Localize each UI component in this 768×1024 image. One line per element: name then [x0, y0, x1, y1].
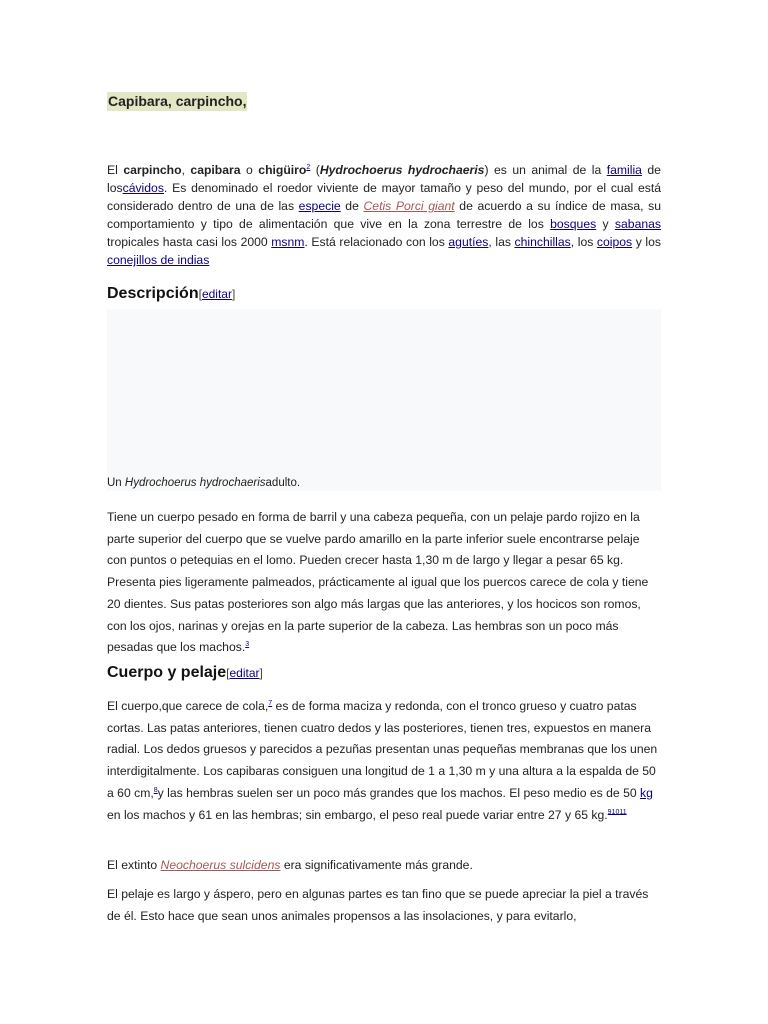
- edit-section: [226, 666, 263, 680]
- link-coipos[interactable]: coipos: [596, 235, 633, 249]
- ref-9-10-11[interactable]: [608, 808, 627, 815]
- text: en los machos y 61 en las hembras; sin embargo, el peso real puede variar entre 27 y 65 kg.: [107, 807, 608, 822]
- link-especie[interactable]: especie: [298, 199, 341, 213]
- scientific-name: Hydrochoerus hydrochaeris: [319, 163, 485, 177]
- text: . Está relacionado con los: [304, 235, 449, 249]
- section-heading-cuerpo-y-pelaje: [107, 664, 263, 682]
- text: . Es denominado el roedor viviente de mayor tamaño y peso del mundo, por el cual está considerado dentro de una de las: [107, 181, 661, 213]
- ref-3[interactable]: [245, 641, 249, 648]
- text: adulto.: [265, 477, 301, 489]
- text: , las: [488, 235, 515, 249]
- link-cavidos[interactable]: cávidos: [122, 181, 164, 195]
- text: ) es un animal de la: [484, 163, 607, 177]
- link-familia[interactable]: familia: [606, 163, 642, 177]
- text: Tiene un cuerpo pesado en forma de barril y una cabeza pequeña, con un pelaje pardo rojizo en la parte superior del cuerpo que se vuelve pardo amarillo en la parte inferior suele encontrarse pelaje con puntos o petequias en el lomo. Pueden crecer hasta 1,30 m de largo y llegar a pesar 65 kg. Presenta pies ligeramente palmeados, prácticamente al igual que los puercos carece de cola y tiene 20 dientes. Sus patas posteriores son algo más largas que las anteriores, y los hocicos son romos, con los ojos, narinas y orejas en la parte superior de la cabeza. Las hembras son un poco más pesadas que los machos.: [107, 510, 649, 655]
- intro-paragraph: [107, 161, 661, 269]
- bracket: [: [226, 666, 230, 680]
- ref-link-2[interactable]: 2: [306, 163, 311, 171]
- link-agutis[interactable]: agutíes: [448, 235, 489, 249]
- link-kg[interactable]: kg: [640, 785, 653, 800]
- text: El extinto: [107, 858, 161, 872]
- text: ,: [181, 163, 191, 177]
- text: El pelaje es largo y áspero, pero en algunas partes es tan fino que se puede apreciar la piel a través de él. Esto hace que sean unos animales propensos a las insolaciones, y para evitarlo,: [107, 887, 649, 923]
- ref-link-8[interactable]: 8: [153, 786, 158, 794]
- image-figure: [107, 309, 661, 491]
- link-cetis-porci-giant[interactable]: Cetis Porci giant: [363, 199, 455, 213]
- link-sabanas[interactable]: sabanas: [614, 217, 661, 231]
- text: y las hembras suelen ser un poco más grandes que los machos. El peso medio es de 50: [157, 785, 641, 800]
- term-chiguiro: chigüiro: [258, 163, 307, 177]
- edit-section: [199, 287, 236, 301]
- edit-link-descripcion[interactable]: editar: [201, 287, 232, 301]
- heading-text: Descripción: [107, 285, 199, 302]
- link-chinchillas[interactable]: chinchillas: [514, 235, 571, 249]
- link-conejillos-de-indias[interactable]: conejillos de indias: [107, 253, 210, 267]
- paragraph-cuerpo-3: [107, 884, 661, 927]
- text: El cuerpo,que carece de cola,: [107, 699, 269, 713]
- text: y los: [632, 235, 661, 249]
- heading-text: Cuerpo y pelaje: [107, 664, 227, 681]
- text: Un: [107, 477, 125, 489]
- page-title: Capibara, carpincho,: [108, 93, 247, 109]
- link-bosques[interactable]: bosques: [550, 217, 597, 231]
- paragraph-cuerpo-2: [107, 855, 661, 877]
- bracket: ]: [231, 287, 236, 301]
- text: (: [310, 163, 320, 177]
- text: de: [340, 199, 364, 213]
- text: de los: [107, 163, 661, 195]
- term-capibara: capibara: [190, 163, 241, 177]
- ref-link-7[interactable]: 7: [268, 699, 273, 707]
- text: era significativamente más grande.: [280, 858, 473, 872]
- link-neochoerus-sulcidens[interactable]: Neochoerus sulcidens: [160, 858, 281, 872]
- ref-link-91011[interactable]: 91011: [607, 808, 627, 816]
- text: es de forma maciza y redonda, con el tronco grueso y cuatro patas cortas. Las patas anteriores, tienen cuatro dedos y las posteriores, tienen tres, expuestos en manera radial. Los dedos gruesos y parecidos a pezuñas presentan unas pequeñas membranas que los unen interdigitalmente. Los capibaras consiguen una longitud de 1 a 1,30 m y una altura a la espalda de 50 a 60 cm,: [107, 699, 658, 800]
- term-carpincho: carpincho: [123, 163, 182, 177]
- text: de acuerdo a su índice de masa, su comportamiento y tipo de alimentación que vive en la zona terrestre de los: [107, 199, 661, 231]
- bracket: ]: [259, 666, 263, 680]
- section-heading-descripcion: [107, 285, 235, 303]
- text: o: [240, 163, 259, 177]
- edit-link-cuerpo[interactable]: editar: [229, 666, 260, 680]
- text: y: [596, 217, 615, 231]
- figure-caption: [107, 477, 300, 489]
- link-msnm[interactable]: msnm: [271, 235, 305, 249]
- bracket: [: [198, 287, 202, 301]
- text: El: [107, 163, 124, 177]
- paragraph-descripcion: [107, 507, 661, 659]
- paragraph-cuerpo-1: [107, 696, 661, 826]
- ref-link-3[interactable]: 3: [245, 641, 250, 649]
- caption-scientific-name: Hydrochoerus hydrochaeris: [124, 477, 266, 489]
- text: , los: [570, 235, 597, 249]
- text: tropicales hasta casi los 2000: [107, 235, 272, 249]
